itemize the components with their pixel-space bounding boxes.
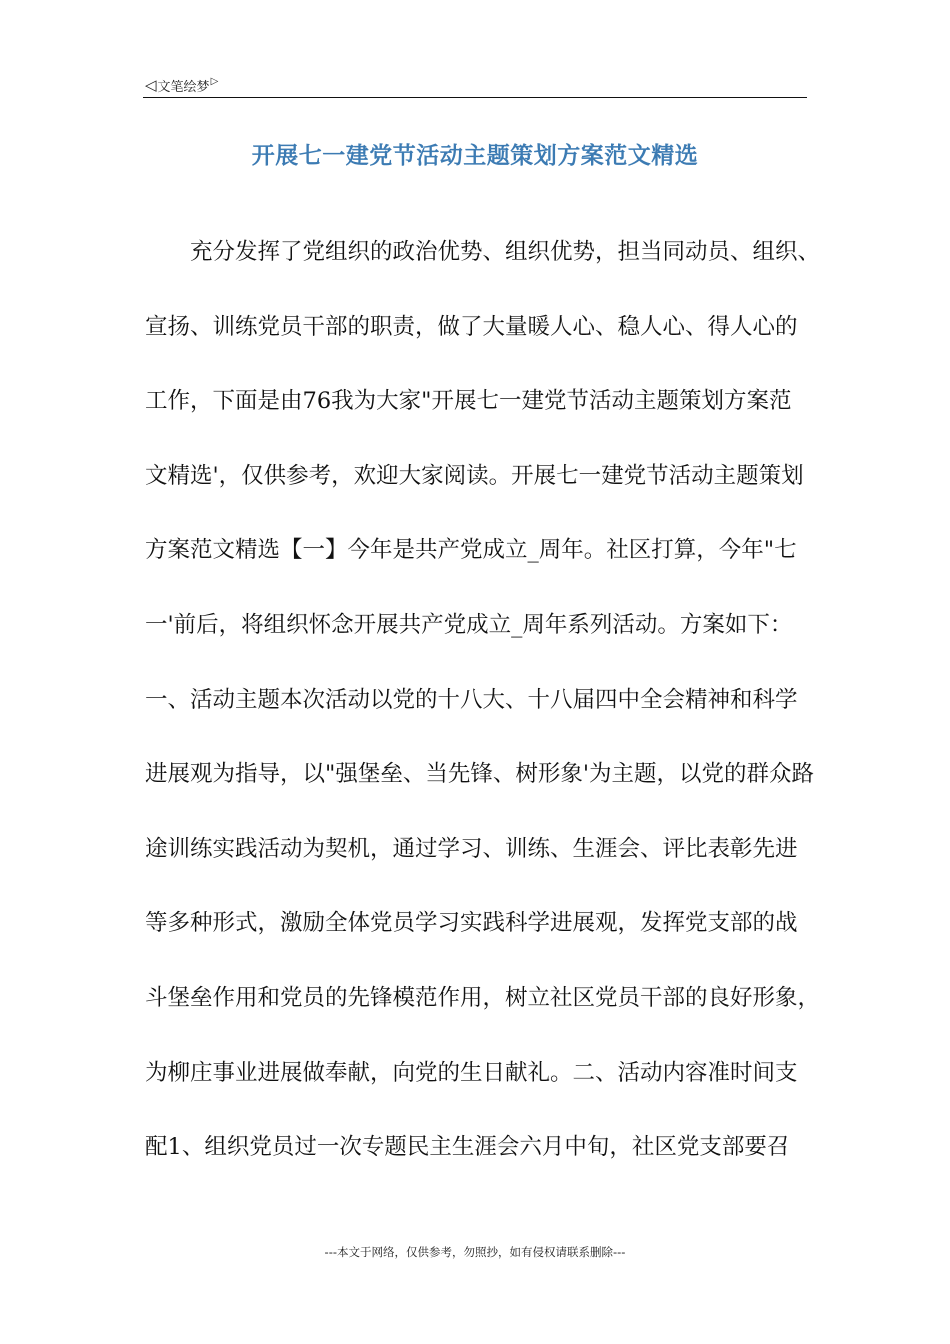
body-line: 充分发挥了党组织的政治优势、组织优势，担当同动员、组织、 <box>190 239 821 265</box>
page-footer: ---本文于网络，仅供参考，勿照抄，如有侵权请联系删除--- <box>324 1245 626 1259</box>
body-line: 为柳庄事业进展做奉献，向党的生日献礼。二、活动内容准时间支 <box>145 1059 798 1086</box>
body-line: 宣扬、训练党员干部的职责，做了大量暖人心、稳人心、得人心的 <box>145 313 798 340</box>
header-divider <box>143 97 807 98</box>
body-line: 途训练实践活动为契机，通过学习、训练、生涯会、评比表彰先进 <box>145 835 798 862</box>
body-line: 文精选'，仅供参考，欢迎大家阅读。开展七一建党节活动主题策划 <box>145 462 804 489</box>
body-line: 工作，下面是由76我为大家"开展七一建党节活动主题策划方案范 <box>145 388 792 415</box>
document-body <box>145 232 821 1202</box>
body-line: 方案范文精选【一】今年是共产党成立_周年。社区打算，今年"七 <box>145 537 797 564</box>
body-line: 等多种形式，激励全体党员学习实践科学进展观，发挥党支部的战 <box>145 910 798 937</box>
body-line: 配1、组织党员过一次专题民主生涯会六月中旬，社区党支部要召 <box>145 1134 790 1161</box>
header-brand: 文笔绘梦 <box>157 79 210 95</box>
body-line: 一'前后，将组织怀念开展共产党成立_周年系列活动。方案如下： <box>145 611 793 638</box>
body-line: 斗堡垒作用和党员的先锋模范作用，树立社区党员干部的良好形象， <box>145 984 821 1011</box>
body-line: 一、活动主题本次活动以党的十八大、十八届四中全会精神和科学 <box>145 686 798 713</box>
right-triangle-icon: ▷ <box>210 76 219 87</box>
left-triangle-icon: ◁ <box>145 75 157 94</box>
page-header <box>145 74 218 96</box>
body-line: 进展观为指导，以"强堡垒、当先锋、树形象'为主题，以党的群众路 <box>145 761 815 788</box>
document-title: 开展七一建党节活动主题策划方案范文精选 <box>251 143 699 169</box>
